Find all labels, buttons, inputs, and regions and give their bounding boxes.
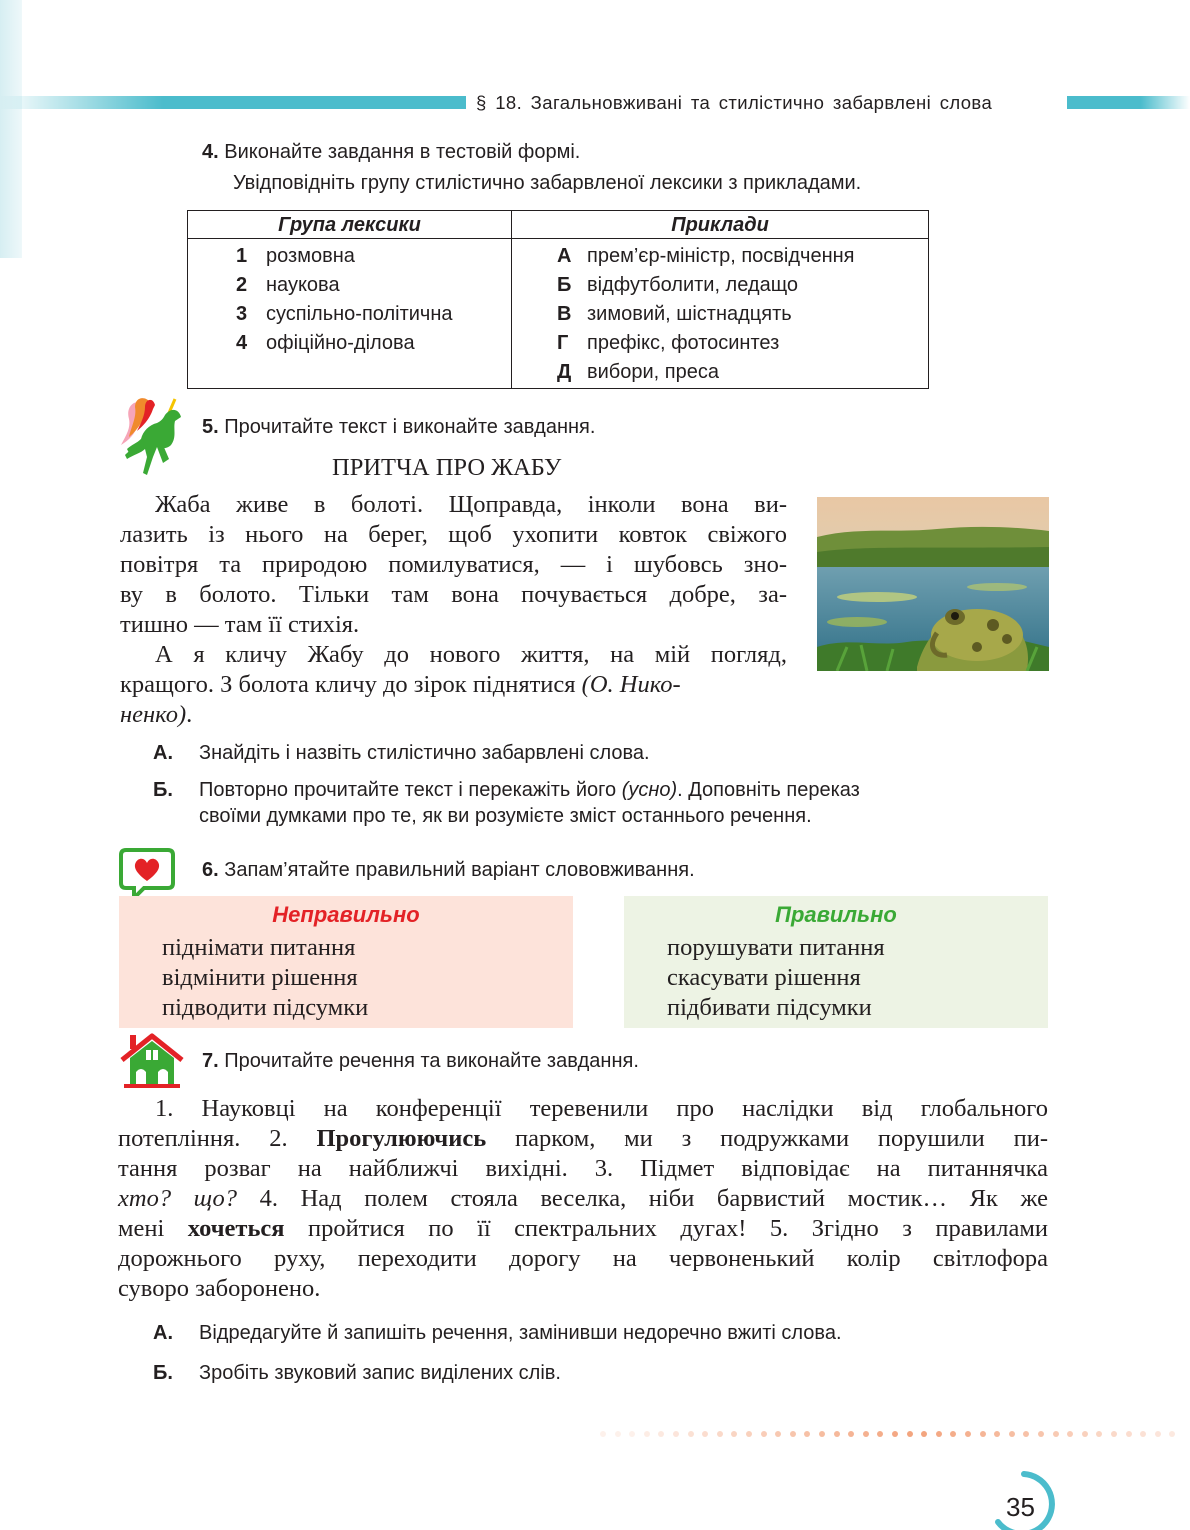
- footer-dot: [1140, 1431, 1146, 1437]
- section-header-title: § 18. Загальновживані та стилістично забарвлені слова: [476, 92, 993, 113]
- task-instruction: Запам’ятайте правильний варіант слововживання.: [224, 859, 695, 881]
- wrong-usage-box: [119, 896, 573, 1028]
- header-bar: [0, 96, 466, 109]
- task-number: 5.: [202, 416, 219, 438]
- story-line: тишно — там її стихія.: [120, 611, 360, 638]
- story-author: (О. Нико-: [581, 671, 681, 698]
- footer-dot: [644, 1431, 650, 1437]
- sentence-line: тання розваг на найближчі вихідні. 3. Підмет відповідає на питаннячка: [118, 1155, 1048, 1182]
- footer-dot: [673, 1431, 679, 1437]
- sentence-line: дорожнього руху, переходити дорогу на червоненький колір світлофора: [118, 1245, 1048, 1272]
- task6-heading: [202, 859, 695, 882]
- story-line: Жаба живе в болоті. Щоправда, інколи вона ви-: [155, 491, 787, 518]
- highlighted-word: хочеться: [187, 1215, 285, 1242]
- group-row: 2 наукова: [236, 274, 340, 296]
- footer-dot: [746, 1431, 752, 1437]
- heart-speech-icon: [118, 847, 176, 901]
- wrong-item: відмінити рішення: [162, 964, 358, 991]
- table-header-group: Група лексики: [278, 214, 421, 236]
- footer-dot: [1126, 1431, 1132, 1437]
- footer-dot: [819, 1431, 825, 1437]
- sentence-line: хто? що? 4. Над полем стояла веселка, ніби барвистий мостик… Як же: [118, 1185, 1048, 1212]
- story-line: ненко).: [120, 701, 193, 728]
- right-item: підбивати підсумки: [667, 994, 872, 1021]
- task5-subtask-b-cont: своїми думками про те, як ви розумієте зміст останнього речення.: [199, 805, 812, 827]
- story-title: ПРИТЧА ПРО ЖАБУ: [332, 454, 562, 481]
- example-row: Г префікс, фотосинтез: [557, 332, 780, 354]
- footer-dot: [804, 1431, 810, 1437]
- story-line: лазить із нього на берег, щоб ухопити ковток свіжого: [120, 521, 787, 548]
- footer-dot: [892, 1431, 898, 1437]
- task5-subtask-a: А. Знайдіть і назвіть стилістично забарвлені слова.: [153, 742, 650, 764]
- footer-dot: [1096, 1431, 1102, 1437]
- footer-dot: [717, 1431, 723, 1437]
- footer-dot: [658, 1431, 664, 1437]
- sentence-line: потепління. 2. Прогулюючись парком, ми з подружками порушили пи-: [118, 1125, 1048, 1152]
- task-instruction: Виконайте завдання в тестовій формі.: [224, 141, 581, 163]
- task7-subtask-a: А. Відредагуйте й запишіть речення, замінивши недоречно вжиті слова.: [153, 1322, 842, 1344]
- page-number: 35: [1006, 1492, 1035, 1522]
- footer-dot: [907, 1431, 913, 1437]
- footer-dot: [1111, 1431, 1117, 1437]
- group-row: 1 розмовна: [236, 245, 355, 267]
- unicorn-icon: [117, 393, 197, 479]
- example-row: А прем’єр-міністр, посвідчення: [557, 245, 855, 267]
- task-number: 4.: [202, 141, 219, 163]
- group-row: 3 суспільно-політична: [236, 303, 453, 325]
- footer-dots: [600, 1430, 1190, 1438]
- frog-photo: [817, 497, 1049, 671]
- sentence-line: мені хочеться пройтися по її спектральних дугах! 5. Згідно з правилами: [118, 1215, 1048, 1242]
- story-author: ненко): [120, 701, 187, 728]
- footer-dot: [1038, 1431, 1044, 1437]
- footer-dot: [994, 1431, 1000, 1437]
- right-item: порушувати питання: [667, 934, 885, 961]
- story-line: ву в болото. Тільки там вона почувається добре, за-: [120, 581, 787, 608]
- footer-dot: [1155, 1431, 1161, 1437]
- footer-dot: [1023, 1431, 1029, 1437]
- footer-dot: [688, 1431, 694, 1437]
- house-icon: [118, 1032, 186, 1090]
- table-header-divider: [188, 238, 928, 239]
- task7-subtask-b: Б. Зробіть звуковий запис виділених слів.: [153, 1362, 561, 1384]
- page-edge-strip: [0, 0, 22, 258]
- footer-dot: [731, 1431, 737, 1437]
- right-item: скасувати рішення: [667, 964, 861, 991]
- example-row: В зимовий, шістнадцять: [557, 303, 792, 325]
- footer-dot: [936, 1431, 942, 1437]
- right-usage-box: [624, 896, 1048, 1028]
- footer-dot: [702, 1431, 708, 1437]
- footer-dot: [1053, 1431, 1059, 1437]
- story-line: кращого. З болота кличу до зірок піднятися (О. Нико-: [120, 671, 681, 698]
- footer-dot: [877, 1431, 883, 1437]
- task5-heading: [202, 416, 595, 439]
- footer-dot: [1009, 1431, 1015, 1437]
- footer-dot: [834, 1431, 840, 1437]
- header-bar: [1067, 96, 1190, 109]
- footer-dot: [790, 1431, 796, 1437]
- wrong-item: піднімати питання: [162, 934, 356, 961]
- table-header-examples: Приклади: [671, 214, 769, 236]
- task-instruction: Прочитайте текст і виконайте завдання.: [224, 416, 596, 438]
- footer-dot: [848, 1431, 854, 1437]
- footer-dot: [863, 1431, 869, 1437]
- highlighted-word: Прогулюючись: [316, 1125, 487, 1152]
- story-line: повітря та природою помилуватися, — і шубовсь зно-: [120, 551, 787, 578]
- wrong-title: Неправильно: [272, 902, 420, 927]
- footer-dot: [950, 1431, 956, 1437]
- footer-dot: [980, 1431, 986, 1437]
- task-number: 6.: [202, 859, 219, 881]
- task-instruction: Прочитайте речення та виконайте завдання.: [224, 1050, 639, 1072]
- footer-dot: [600, 1431, 606, 1437]
- lexicon-table: [187, 210, 929, 389]
- footer-dot: [775, 1431, 781, 1437]
- footer-dot: [1169, 1431, 1175, 1437]
- footer-dot: [1082, 1431, 1088, 1437]
- task4-instruction-2: Увідповідніть групу стилістично забарвленої лексики з прикладами.: [233, 172, 862, 194]
- example-row: Д вибори, преса: [557, 361, 719, 383]
- wrong-item: підводити підсумки: [162, 994, 369, 1021]
- task7-heading: [202, 1050, 639, 1073]
- task-number: 7.: [202, 1050, 219, 1072]
- footer-dot: [1067, 1431, 1073, 1437]
- footer-dot: [761, 1431, 767, 1437]
- task5-subtask-b: Б. Повторно прочитайте текст і перекажіть його (усно). Доповніть переказ: [153, 779, 860, 801]
- sentence-line: 1. Науковці на конференції теревенили про наслідки від глобального: [155, 1095, 1048, 1122]
- task4-heading: [202, 141, 580, 164]
- group-row: 4 офіційно-ділова: [236, 332, 415, 354]
- footer-dot: [965, 1431, 971, 1437]
- footer-dot: [615, 1431, 621, 1437]
- footer-dot: [921, 1431, 927, 1437]
- story-line: А я кличу Жабу до нового життя, на мій погляд,: [155, 641, 787, 668]
- right-title: Правильно: [775, 902, 897, 927]
- sentence-line: суворо заборонено.: [118, 1275, 321, 1302]
- example-row: Б відфутболити, ледащо: [557, 274, 799, 296]
- footer-dot: [629, 1431, 635, 1437]
